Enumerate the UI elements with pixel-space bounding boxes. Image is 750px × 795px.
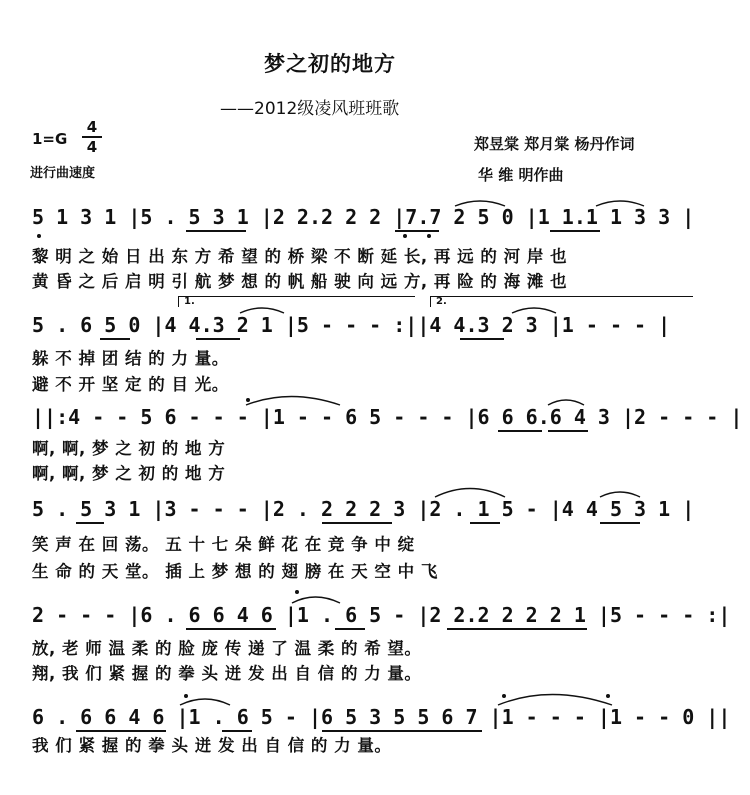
slur xyxy=(246,397,340,406)
lyric-row-1-verse-2: 黄 昏 之 后 启 明 引 航 梦 想 的 帆 船 驶 向 远 方, 再 险 的 海 滩 也 xyxy=(32,272,568,291)
slur xyxy=(435,489,505,498)
song-title: 梦之初的地方 xyxy=(264,52,396,76)
slur xyxy=(512,308,556,313)
notation-row-6: 6 . 6 6 4 6 |1 . 6 5 - |6 5 3 5 5 6 7 |1 - - - |1 - - 0 || xyxy=(32,705,731,729)
slur xyxy=(498,695,612,706)
second-ending-label: 2. xyxy=(436,296,447,307)
song-subtitle: ——2012级凌风班班歌 xyxy=(220,99,400,119)
lyric-row-4-verse-1: 笑 声 在 回 荡。 五 十 七 朵 鲜 花 在 竞 争 中 绽 xyxy=(32,535,415,554)
lyric-row-6-verse-1: 我 们 紧 握 的 拳 头 迸 发 出 自 信 的 力 量。 xyxy=(32,736,392,755)
time-numerator: 4 xyxy=(86,118,98,136)
slur xyxy=(180,699,230,705)
time-denominator: 4 xyxy=(86,137,98,156)
slur xyxy=(548,400,584,405)
slur xyxy=(596,201,644,206)
lyric-row-5-verse-2: 翔, 我 们 紧 握 的 拳 头 迸 发 出 自 信 的 力 量。 xyxy=(32,664,422,683)
lyric-row-1-verse-1: 黎 明 之 始 日 出 东 方 希 望 的 桥 梁 不 断 延 长, 再 远 的 河 岸 也 xyxy=(32,247,568,266)
first-ending-label: 1. xyxy=(184,296,195,307)
slur xyxy=(600,492,640,497)
notation-row-2: 5 . 6 5 0 |4 4.3 2 1 |5 - - - :||4 4.3 2 3 |1 - - - | xyxy=(32,313,671,337)
key-label: 1=G xyxy=(32,130,68,148)
lyric-row-4-verse-2: 生 命 的 天 堂。 插 上 梦 想 的 翅 膀 在 天 空 中 飞 xyxy=(32,562,438,581)
slur xyxy=(455,201,505,206)
notation-row-1: 5 1 3 1 |5 . 5 3 1 |2 2.2 2 2 |7.7 2 5 0 |1 1.1 1 3 3 | xyxy=(32,205,695,229)
lyricist-credit: 郑昱棠 郑月棠 杨丹作词 xyxy=(474,135,635,153)
lyric-row-3-verse-1: 啊, 啊, 梦 之 初 的 地 方 xyxy=(32,439,226,458)
notation-row-3: ||:4 - - 5 6 - - - |1 - - 6 5 - - - |6 6 6.6 4 3 |2 - - - | xyxy=(32,405,743,429)
lyric-row-2-verse-2: 避 不 开 坚 定 的 目 光。 xyxy=(32,375,229,394)
lyric-row-3-verse-2: 啊, 啊, 梦 之 初 的 地 方 xyxy=(32,464,226,483)
slur xyxy=(292,597,340,603)
slur xyxy=(240,308,284,313)
tempo-marking: 进行曲速度 xyxy=(30,166,96,181)
composer-credit: 华 维 明作曲 xyxy=(478,166,564,184)
lyric-row-5-verse-1: 放, 老 师 温 柔 的 脸 庞 传 递 了 温 柔 的 希 望。 xyxy=(32,639,422,658)
notation-row-4: 5 . 5 3 1 |3 - - - |2 . 2 2 2 3 |2 . 1 5 - |4 4 5 3 1 | xyxy=(32,497,695,521)
notation-row-5: 2 - - - |6 . 6 6 4 6 |1 . 6 5 - |2 2.2 2 2 2 1 |5 - - - :| xyxy=(32,603,731,627)
lyric-row-2-verse-1: 躲 不 掉 团 结 的 力 量。 xyxy=(32,349,229,368)
